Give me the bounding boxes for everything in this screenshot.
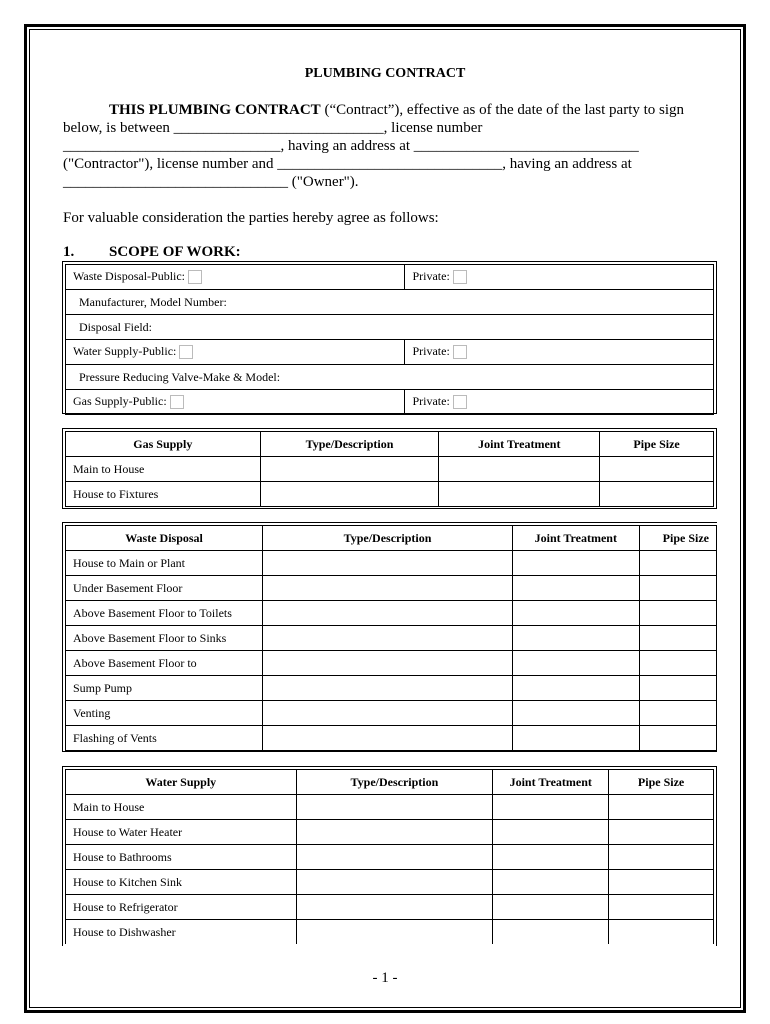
scope-cell (405, 390, 714, 415)
intro-paragraph (63, 101, 713, 191)
water-public-checkbox[interactable] (179, 345, 193, 359)
table-row (66, 726, 717, 751)
row-label: Under Basement Floor (66, 576, 263, 601)
input-cell[interactable] (493, 820, 609, 845)
table-row (66, 820, 714, 845)
gas-private-checkbox[interactable] (453, 395, 467, 409)
input-cell[interactable] (439, 457, 600, 482)
intro-bold: THIS PLUMBING CONTRACT (109, 102, 321, 118)
input-cell[interactable] (609, 870, 714, 895)
input-cell[interactable] (512, 601, 639, 626)
input-cell[interactable] (260, 482, 439, 507)
scope-table (65, 264, 714, 415)
input-cell[interactable] (639, 701, 716, 726)
table-row (66, 895, 714, 920)
input-cell[interactable] (639, 651, 716, 676)
input-cell[interactable] (263, 601, 513, 626)
table-row (66, 676, 717, 701)
column-header: Pipe Size (639, 526, 716, 551)
table-row (66, 870, 714, 895)
table-row (66, 390, 714, 415)
column-header: Type/Description (263, 526, 513, 551)
scope-cell (66, 265, 405, 290)
row-label: House to Bathrooms (66, 845, 297, 870)
row-label: House to Refrigerator (66, 895, 297, 920)
table-row (66, 845, 714, 870)
row-label: Venting (66, 701, 263, 726)
intro-line-1: (“Contract”), effective as of the date of the last party to sign (320, 102, 685, 118)
input-cell[interactable] (512, 676, 639, 701)
gas-public-checkbox[interactable] (170, 395, 184, 409)
column-header: Gas Supply (66, 432, 261, 457)
input-cell[interactable] (639, 601, 716, 626)
table-row (66, 651, 717, 676)
column-header: Type/Description (260, 432, 439, 457)
section-heading (63, 244, 241, 261)
table-row (66, 365, 714, 390)
water-private-label: Private: (412, 344, 450, 359)
row-label: House to Main or Plant (66, 551, 263, 576)
row-label: Above Basement Floor to Toilets (66, 601, 263, 626)
input-cell[interactable] (263, 551, 513, 576)
input-cell[interactable] (609, 895, 714, 920)
scope-cell (66, 390, 405, 415)
row-label: House to Fixtures (66, 482, 261, 507)
waste-private-label: Private: (412, 269, 450, 284)
row-label: Main to House (66, 795, 297, 820)
input-cell[interactable] (600, 482, 714, 507)
input-cell[interactable] (609, 845, 714, 870)
input-cell[interactable] (263, 676, 513, 701)
table-row (66, 626, 717, 651)
row-label: Main to House (66, 457, 261, 482)
table-row (66, 576, 717, 601)
input-cell[interactable] (512, 551, 639, 576)
table-row (66, 795, 714, 820)
column-header: Pipe Size (600, 432, 714, 457)
scope-cell (405, 340, 714, 365)
input-cell[interactable] (609, 820, 714, 845)
water-supply-table (65, 769, 714, 944)
input-cell[interactable] (263, 576, 513, 601)
water-private-checkbox[interactable] (453, 345, 467, 359)
section-number: 1. (63, 244, 75, 260)
section-title: SCOPE OF WORK: (109, 244, 241, 260)
table-row (66, 265, 714, 290)
waste-public-checkbox[interactable] (188, 270, 202, 284)
input-cell[interactable] (263, 651, 513, 676)
waste-private-checkbox[interactable] (453, 270, 467, 284)
manufacturer-field[interactable]: Manufacturer, Model Number: (66, 290, 714, 315)
prv-field[interactable]: Pressure Reducing Valve-Make & Model: (66, 365, 714, 390)
intro-line-3: _____________________________, having an address at ______________________________ (63, 138, 639, 154)
input-cell[interactable] (609, 920, 714, 945)
row-label: Flashing of Vents (66, 726, 263, 751)
page-title: PLUMBING CONTRACT (304, 66, 466, 81)
page-number: - 1 - (372, 970, 398, 986)
table-header-row (66, 432, 714, 457)
input-cell[interactable] (512, 726, 639, 751)
table-row (66, 340, 714, 365)
disposal-field[interactable]: Disposal Field: (66, 315, 714, 340)
row-label: House to Dishwasher (66, 920, 297, 945)
gas-supply-table (65, 431, 714, 507)
input-cell[interactable] (512, 576, 639, 601)
column-header: Type/Description (296, 770, 493, 795)
input-cell[interactable] (639, 626, 716, 651)
consideration-text: For valuable consideration the parties hereby agree as follows: (63, 210, 439, 226)
row-label: Above Basement Floor to (66, 651, 263, 676)
table-header-row (66, 770, 714, 795)
input-cell[interactable] (263, 626, 513, 651)
table-row (66, 457, 714, 482)
input-cell[interactable] (263, 726, 513, 751)
table-row (66, 315, 714, 340)
intro-line-4: ("Contractor"), license number and ______________________________, having an address at (63, 156, 632, 172)
column-header: Joint Treatment (493, 770, 609, 795)
table-row (66, 601, 717, 626)
gas-public-label: Gas Supply-Public: (73, 394, 167, 409)
input-cell[interactable] (609, 795, 714, 820)
input-cell[interactable] (639, 551, 716, 576)
input-cell[interactable] (493, 795, 609, 820)
waste-disposal-table (65, 525, 717, 751)
row-label: House to Water Heater (66, 820, 297, 845)
input-cell[interactable] (639, 726, 716, 751)
column-header: Pipe Size (609, 770, 714, 795)
intro-line-2: below, is between ____________________________, license number (63, 120, 483, 136)
column-header: Joint Treatment (512, 526, 639, 551)
row-label: House to Kitchen Sink (66, 870, 297, 895)
column-header: Waste Disposal (66, 526, 263, 551)
input-cell[interactable] (263, 701, 513, 726)
input-cell[interactable] (493, 870, 609, 895)
table-row (66, 551, 717, 576)
gas-private-label: Private: (412, 394, 450, 409)
row-label: Above Basement Floor to Sinks (66, 626, 263, 651)
input-cell[interactable] (639, 576, 716, 601)
intro-line-5: ______________________________ ("Owner"). (63, 174, 359, 190)
input-cell[interactable] (260, 457, 439, 482)
scope-cell (405, 265, 714, 290)
input-cell[interactable] (296, 870, 493, 895)
input-cell[interactable] (296, 920, 493, 945)
input-cell[interactable] (600, 457, 714, 482)
input-cell[interactable] (296, 895, 493, 920)
water-public-label: Water Supply-Public: (73, 344, 177, 359)
input-cell[interactable] (439, 482, 600, 507)
input-cell[interactable] (512, 626, 639, 651)
input-cell[interactable] (296, 795, 493, 820)
input-cell[interactable] (296, 820, 493, 845)
input-cell[interactable] (512, 701, 639, 726)
table-row (66, 920, 714, 945)
input-cell[interactable] (493, 895, 609, 920)
table-header-row (66, 526, 717, 551)
input-cell[interactable] (493, 845, 609, 870)
table-row (66, 701, 717, 726)
table-row (66, 290, 714, 315)
input-cell[interactable] (296, 845, 493, 870)
scope-cell (66, 340, 405, 365)
row-label: Sump Pump (66, 676, 263, 701)
input-cell[interactable] (493, 920, 609, 945)
column-header: Joint Treatment (439, 432, 600, 457)
waste-public-label: Waste Disposal-Public: (73, 269, 186, 284)
table-row (66, 482, 714, 507)
input-cell[interactable] (512, 651, 639, 676)
input-cell[interactable] (639, 676, 716, 701)
column-header: Water Supply (66, 770, 297, 795)
